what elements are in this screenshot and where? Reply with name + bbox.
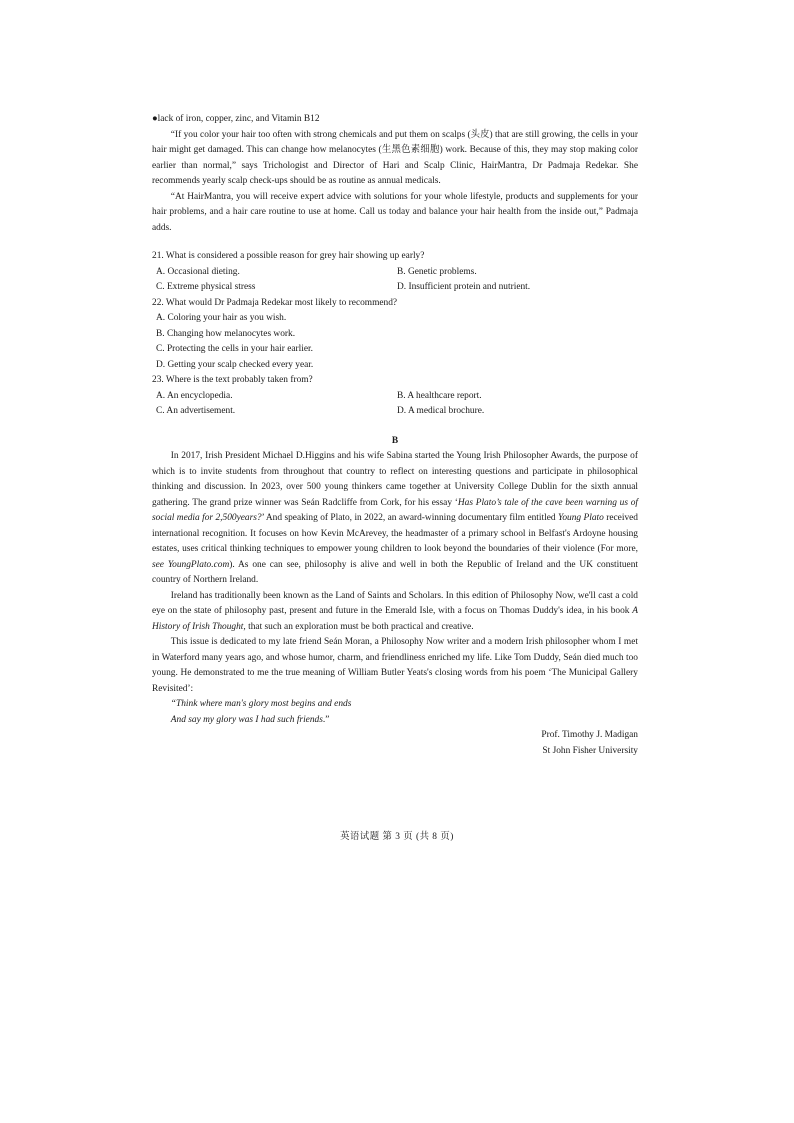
poem-line-1: “Think where man's glory most begins and ends <box>170 699 352 709</box>
website-reference: see YoungPlato.com <box>152 559 230 570</box>
poem-line-2 <box>152 713 638 729</box>
bullet-point: ●lack of iron, copper, zinc, and Vitamin B12 <box>152 114 320 124</box>
author-affiliation: St John Fisher University <box>542 745 638 756</box>
text-segment: , that such an exploration must be both practical and creative. <box>243 621 474 632</box>
question-23 <box>152 373 638 420</box>
question-22 <box>152 296 638 374</box>
author-name: Prof. Timothy J. Madigan <box>541 730 638 740</box>
option-b: B. Changing how melanocytes work. <box>156 328 296 339</box>
option-b: B. Genetic problems. <box>397 266 477 277</box>
section-heading-b: B <box>391 435 399 446</box>
text-segment: In 2017, Irish President Michael D.Higgins and his wife Sabina started the Young Irish Philosopher Awards, the purpose of which is to invite students from throughout that country to reflect on interesting questions and participate in philosophical thinking and discussion. In 2023, over 500 young thinkers came together at University College Dublin for the sixth annual gathering. The grand prize winner was Seán Radcliffe from Cork, for his essay ‘ <box>152 451 638 508</box>
option-group <box>152 389 638 420</box>
option-a: A. Occasional dieting. <box>156 266 240 277</box>
exam-page <box>152 112 638 759</box>
option-b: B. A healthcare report. <box>397 390 482 401</box>
question-list <box>152 249 638 420</box>
passage-a-paragraph-1: “If you color your hair too often with strong chemicals and put them on scalps (头皮) that are still growing, the cells in your hair might get damaged. This can change how melanocytes (生黑色素细胞) work. Because of this, they may stop making color earlier than normal,” says Trichologist and Director of Hari and Scalp Clinic, HairMantra, Dr Padmaja Redekar. She recommends yearly scalp check-ups should be as routine as annual medicals. <box>152 129 638 186</box>
text-segment: ’ And speaking of Plato, in 2022, an award-winning documentary film entitled <box>261 513 558 523</box>
book-title: A History of Irish Thought <box>152 606 638 632</box>
film-title: Young Plato <box>558 513 604 523</box>
question-stem: 21. What is considered a possible reason for grey hair showing up early? <box>152 251 425 261</box>
essay-title: Has Plato’s tale of the cave been warning us of social media for 2,500years? <box>152 497 638 523</box>
option-group <box>152 265 638 296</box>
option-d: D. Insufficient protein and nutrient. <box>397 282 531 292</box>
option-a: A. An encyclopedia. <box>156 390 233 401</box>
question-stem: 23. Where is the text probably taken from? <box>152 375 313 385</box>
option-group <box>152 311 638 373</box>
option-d: D. A medical brochure. <box>397 406 485 416</box>
text-segment: received international recognition. It focuses on how Kevin McArevey, the headmaster of a primary school in Belfast's Ardoyne housing estates, uses critical thinking techniques to empower young children to look beyond the boundaries of their violence (For more, <box>152 513 638 554</box>
passage-a-paragraph-2: “At HairMantra, you will receive expert advice with solutions for your whole lifestyle, products and supplements for your hair problems, and a hair care routine to use at home. Call us today and balance your hair health from the inside out,” Padmaja adds. <box>152 191 638 233</box>
option-a: A. Coloring your hair as you wish. <box>156 313 287 323</box>
option-c: C. Protecting the cells in your hair earlier. <box>156 344 313 354</box>
text-segment: Ireland has traditionally been known as the Land of Saints and Scholars. In this edition of Philosophy Now, we'll cast a cold eye on the state of philosophy past, present and future in the Emerald Isle, with a focus on Thomas Duddy's idea, in his book <box>152 590 638 616</box>
option-c: C. Extreme physical stress <box>156 282 256 292</box>
poem-closing-mark: .” <box>322 714 330 725</box>
passage-b-paragraph-2 <box>152 589 638 636</box>
question-21 <box>152 249 638 296</box>
page-footer: 英语试题 第 3 页 (共 8 页) <box>340 832 454 842</box>
question-stem: 22. What would Dr Padmaja Redekar most likely to recommend? <box>152 297 398 308</box>
passage-b-paragraph-3: This issue is dedicated to my late friend Seán Moran, a Philosophy Now writer and a modern Irish philosopher whom I met in Waterford many years ago, and whose humor, charm, and friendliness enriched my life. Like Tom Duddy, Seán died much too young. He demonstrated to me the true meaning of William Butler Yeats's closing words from his poem ‘The Municipal Gallery Revisited’: <box>152 637 638 694</box>
option-c: C. An advertisement. <box>156 406 236 416</box>
text-segment: ). As one can see, philosophy is alive and well in both the Republic of Ireland and the UK constituent country of Northern Ireland. <box>152 559 638 585</box>
option-d: D. Getting your scalp checked every year. <box>156 359 314 370</box>
passage-b-paragraph-1 <box>152 449 638 589</box>
poem-text: And say my glory was I had such friends <box>170 714 323 725</box>
